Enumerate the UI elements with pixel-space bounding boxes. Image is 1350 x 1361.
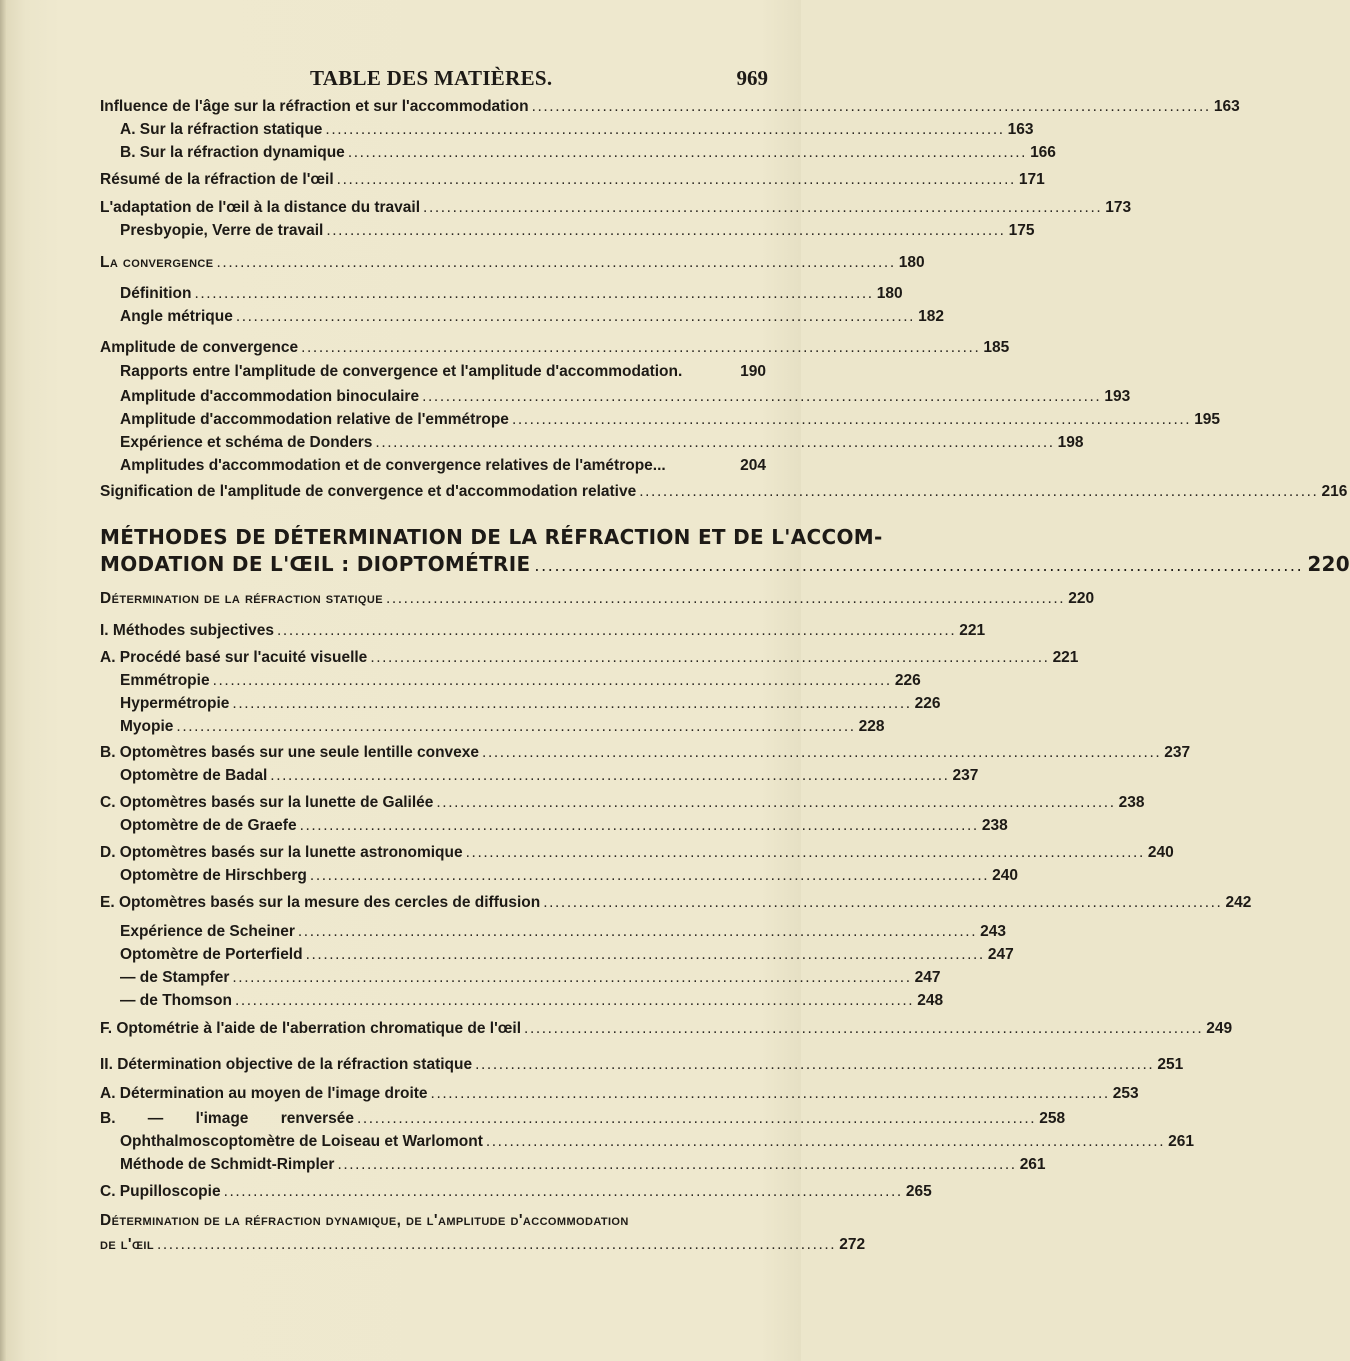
toc-entry — [120, 693, 941, 715]
leader-dots: ................................................................................................................... — [156, 1236, 837, 1253]
leader-dots: ................................................................................................................... — [436, 794, 1116, 811]
toc-entry-title: Optomètre de Badal — [120, 767, 268, 784]
toc-entry — [120, 306, 944, 328]
part-heading-line-2 — [100, 552, 1350, 576]
leader-dots: ................................................................................................................... — [430, 1085, 1110, 1102]
leader-dots: ................................................................................................................... — [385, 590, 1066, 607]
toc-entry-title: D. Optomètres basés sur la lunette astronomique — [100, 844, 463, 861]
toc-entry — [120, 455, 766, 477]
toc-entry-title: E. Optomètres basés sur la mesure des cercles de diffusion — [100, 894, 541, 911]
toc-entry — [120, 1154, 1046, 1176]
leader-dots: ................................................................................................................... — [297, 923, 978, 940]
toc-entry-page: 221 — [959, 622, 986, 639]
leader-dots: ................................................................................................................... — [639, 483, 1319, 500]
toc-entry-page: 238 — [1118, 794, 1145, 811]
toc-entry-title: I. Méthodes subjectives — [100, 622, 274, 639]
toc-entry — [100, 1018, 1233, 1040]
toc-entry-title: Optomètre de Hirschberg — [120, 867, 307, 884]
toc-entry-page: 272 — [839, 1236, 866, 1253]
part-heading-line-1: MÉTHODES DE DÉTERMINATION DE LA RÉFRACTION ET DE L'ACCOM- — [100, 525, 883, 549]
toc-entry — [120, 815, 1008, 837]
toc-entry — [100, 1108, 1066, 1130]
toc-entry — [100, 169, 1045, 191]
toc-entry — [100, 1181, 932, 1203]
toc-entry — [100, 647, 1079, 669]
toc-entry — [100, 1083, 1139, 1105]
toc-section-line-1: Détermination de la réfraction dynamique, de l'amplitude d'accommodation — [100, 1212, 629, 1229]
toc-entry-page: 242 — [1225, 894, 1252, 911]
leader-dots: ................................................................................................................... — [270, 767, 950, 784]
toc-entry-page: 258 — [1039, 1110, 1066, 1127]
toc-entry-title: Angle métrique — [120, 308, 233, 325]
leader-dots: ................................................................................................................... — [534, 556, 1304, 575]
toc-entry-title: Emmétropie — [120, 672, 210, 689]
toc-entry — [100, 620, 986, 642]
toc-entry — [100, 892, 1252, 914]
leader-dots: ................................................................................................................... — [475, 1056, 1155, 1073]
toc-entry-title: A. Procédé basé sur l'acuité visuelle — [100, 649, 368, 666]
toc-entry-page: 198 — [1057, 434, 1084, 451]
leader-dots: ................................................................................................................... — [422, 388, 1102, 405]
leader-dots: ................................................................................................................... — [232, 969, 912, 986]
toc-entry-page: 237 — [1164, 744, 1191, 761]
toc-entry-page: 240 — [992, 867, 1019, 884]
toc-entry — [100, 1054, 1184, 1076]
toc-entry-title: Amplitude de convergence — [100, 339, 299, 356]
leader-dots: ................................................................................................................... — [309, 867, 990, 884]
toc-entry-title: — de Stampfer — [120, 969, 230, 986]
toc-entry-page: 247 — [914, 969, 941, 986]
leader-dots: ................................................................................................................... — [356, 1110, 1037, 1127]
leader-dots: ................................................................................................................... — [232, 695, 912, 712]
toc-entry-title: A. Sur la réfraction statique — [120, 121, 323, 138]
toc-entry-page: 171 — [1018, 171, 1045, 188]
toc-entry-page: 265 — [905, 1183, 932, 1200]
leader-dots: ................................................................................................................... — [299, 817, 979, 834]
toc-entry-title: Myopie — [120, 718, 174, 735]
toc-entry — [120, 142, 1056, 164]
leader-dots: ................................................................................................................... — [301, 339, 981, 356]
toc-entry-page: 173 — [1105, 199, 1132, 216]
toc-entry-title: C. Optomètres basés sur la lunette de Galilée — [100, 794, 434, 811]
toc-entry-page: 240 — [1147, 844, 1174, 861]
toc-entry — [120, 220, 1035, 242]
toc-entry — [120, 865, 1019, 887]
toc-entry-page: 249 — [1206, 1020, 1233, 1037]
toc-entry — [120, 967, 941, 989]
toc-entry-page: 226 — [914, 695, 941, 712]
toc-section-entry — [100, 252, 925, 274]
toc-entry-title: Détermination de la réfraction statique — [100, 590, 383, 607]
running-header — [100, 66, 768, 96]
toc-entry-title: C. Pupilloscopie — [100, 1183, 221, 1200]
toc-section-entry — [100, 588, 1095, 610]
leader-dots: ................................................................................................................... — [305, 946, 985, 963]
leader-dots: ................................................................................................................... — [370, 649, 1050, 666]
toc-entry-title: Expérience de Scheiner — [120, 923, 295, 940]
leader-dots: ................................................................................................................... — [543, 894, 1223, 911]
toc-entry-page: 220 — [1068, 590, 1095, 607]
leader-dots: ................................................................................................................... — [176, 718, 856, 735]
toc-entry — [100, 742, 1191, 764]
toc-entry-title: Hypermétropie — [120, 695, 230, 712]
toc-entry-page: 193 — [1104, 388, 1131, 405]
toc-entry-page: 175 — [1008, 222, 1035, 239]
leader-dots: ................................................................................................................... — [277, 622, 957, 639]
toc-entry-title: Amplitudes d'accommodation et de convergence relatives de l'amétrope... — [120, 457, 666, 474]
toc-entry-page: 261 — [1019, 1156, 1046, 1173]
leader-dots: ................................................................................................................... — [325, 121, 1005, 138]
toc-entry-page: 226 — [894, 672, 921, 689]
toc-entry-title: B. — l'image renversée — [100, 1110, 354, 1127]
toc-entry — [100, 792, 1145, 814]
toc-entry-title: A. Détermination au moyen de l'image droite — [100, 1085, 428, 1102]
page-edge-shadow — [0, 0, 6, 1361]
toc-entry-page: 237 — [952, 767, 979, 784]
toc-entry-page: 251 — [1157, 1056, 1184, 1073]
toc-entry — [120, 283, 903, 305]
toc-entry-title: Signification de l'amplitude de convergence et d'accommodation relative — [100, 483, 637, 500]
leader-dots: ................................................................................................................... — [524, 1020, 1204, 1037]
toc-entry — [120, 119, 1034, 141]
toc-entry-page: 180 — [898, 254, 925, 271]
leader-dots: ................................................................................................................... — [485, 1133, 1166, 1150]
toc-entry — [120, 765, 979, 787]
toc-entry-page: 238 — [981, 817, 1008, 834]
part-heading-title: MODATION DE L'ŒIL : DIOPTOMÉTRIE — [100, 552, 531, 576]
toc-section-entry — [100, 1234, 866, 1256]
leader-dots: ................................................................................................................... — [347, 144, 1028, 161]
leader-dots: ................................................................................................................... — [234, 992, 915, 1009]
toc-entry — [120, 386, 1131, 408]
leader-dots: ................................................................................................................... — [482, 744, 1162, 761]
toc-entry-page: 216 — [1321, 483, 1348, 500]
toc-entry — [120, 921, 1007, 943]
toc-entry-title: Méthode de Schmidt-Rimpler — [120, 1156, 335, 1173]
toc-entry — [120, 361, 766, 383]
toc-entry-title: L'adaptation de l'œil à la distance du travail — [100, 199, 421, 216]
toc-entry-page: 163 — [1007, 121, 1034, 138]
toc-entry-title: Résumé de la réfraction de l'œil — [100, 171, 334, 188]
leader-dots: ................................................................................................................... — [194, 285, 874, 302]
leader-dots: ................................................................................................................... — [375, 434, 1055, 451]
toc-entry — [100, 842, 1174, 864]
toc-entry — [120, 409, 1221, 431]
toc-entry-page: 185 — [983, 339, 1010, 356]
toc-entry-title: F. Optométrie à l'aide de l'aberration chromatique de l'œil — [100, 1020, 522, 1037]
leader-dots: ................................................................................................................... — [235, 308, 916, 325]
toc-entry-title: — de Thomson — [120, 992, 232, 1009]
toc-entry — [120, 716, 885, 738]
toc-entry-page: 221 — [1052, 649, 1079, 666]
toc-entry — [120, 670, 921, 692]
toc-entry — [100, 337, 1010, 359]
leader-dots: ................................................................................................................... — [465, 844, 1145, 861]
toc-entry-title: B. Sur la réfraction dynamique — [120, 144, 345, 161]
toc-entry-title: Rapports entre l'amplitude de convergence et l'amplitude d'accommodation. — [120, 363, 683, 380]
toc-entry — [120, 1131, 1194, 1153]
toc-entry-title: Presbyopie, Verre de travail — [120, 222, 324, 239]
leader-dots: ................................................................................................................... — [336, 171, 1016, 188]
toc-entry-page: 190 — [740, 363, 766, 380]
toc-entry-title: Ophthalmoscoptomètre de Loiseau et Warlomont — [120, 1133, 483, 1150]
leader-dots: ................................................................................................................... — [212, 672, 892, 689]
header-title: TABLE DES MATIÈRES. — [310, 66, 553, 90]
toc-entry-page: 182 — [918, 308, 944, 325]
toc-entry — [100, 96, 1240, 118]
toc-entry — [100, 481, 1348, 503]
part-heading-page: 220 — [1307, 552, 1350, 576]
leader-dots: ................................................................................................................... — [326, 222, 1006, 239]
toc-entry-title: Amplitude d'accommodation relative de l'emmétrope — [120, 411, 509, 428]
toc-entry-page: 228 — [858, 718, 885, 735]
toc-entry-page: 163 — [1213, 98, 1240, 115]
toc-entry-page: 247 — [987, 946, 1014, 963]
header-page-number: 969 — [736, 66, 768, 90]
toc-entry-title: B. Optomètres basés sur une seule lentille convexe — [100, 744, 480, 761]
leader-dots: ................................................................................................................... — [511, 411, 1192, 428]
toc-entry-page: 204 — [740, 457, 766, 474]
toc-entry-title: Optomètre de Porterfield — [120, 946, 303, 963]
leader-dots: ................................................................................................................... — [531, 98, 1211, 115]
leader-dots: ................................................................................................................... — [423, 199, 1103, 216]
toc-entry-title: Expérience et schéma de Donders — [120, 434, 373, 451]
toc-entry-page: 243 — [980, 923, 1007, 940]
toc-entry-page: 180 — [876, 285, 903, 302]
leader-dots: ................................................................................................................... — [223, 1183, 903, 1200]
toc-entry-page: 253 — [1112, 1085, 1139, 1102]
toc-entry-page: 166 — [1030, 144, 1056, 161]
toc-entry-page: 195 — [1194, 411, 1221, 428]
toc-entry-page: 248 — [917, 992, 944, 1009]
toc-entry-title: II. Détermination objective de la réfraction statique — [100, 1056, 473, 1073]
toc-entry-title: La convergence — [100, 254, 214, 271]
toc-entry — [100, 197, 1132, 219]
toc-entry — [120, 432, 1084, 454]
leader-dots: ................................................................................................................... — [337, 1156, 1017, 1173]
toc-entry-title: de l'œil — [100, 1236, 154, 1253]
leader-dots: ................................................................................................................... — [216, 254, 896, 271]
toc-entry — [120, 990, 944, 1012]
toc-entry-title: Amplitude d'accommodation binoculaire — [120, 388, 420, 405]
toc-entry — [120, 944, 1014, 966]
toc-entry-title: Influence de l'âge sur la réfraction et sur l'accommodation — [100, 98, 529, 115]
toc-entry-page: 261 — [1168, 1133, 1194, 1150]
toc-entry-title: Définition — [120, 285, 192, 302]
toc-entry-title: Optomètre de de Graefe — [120, 817, 297, 834]
